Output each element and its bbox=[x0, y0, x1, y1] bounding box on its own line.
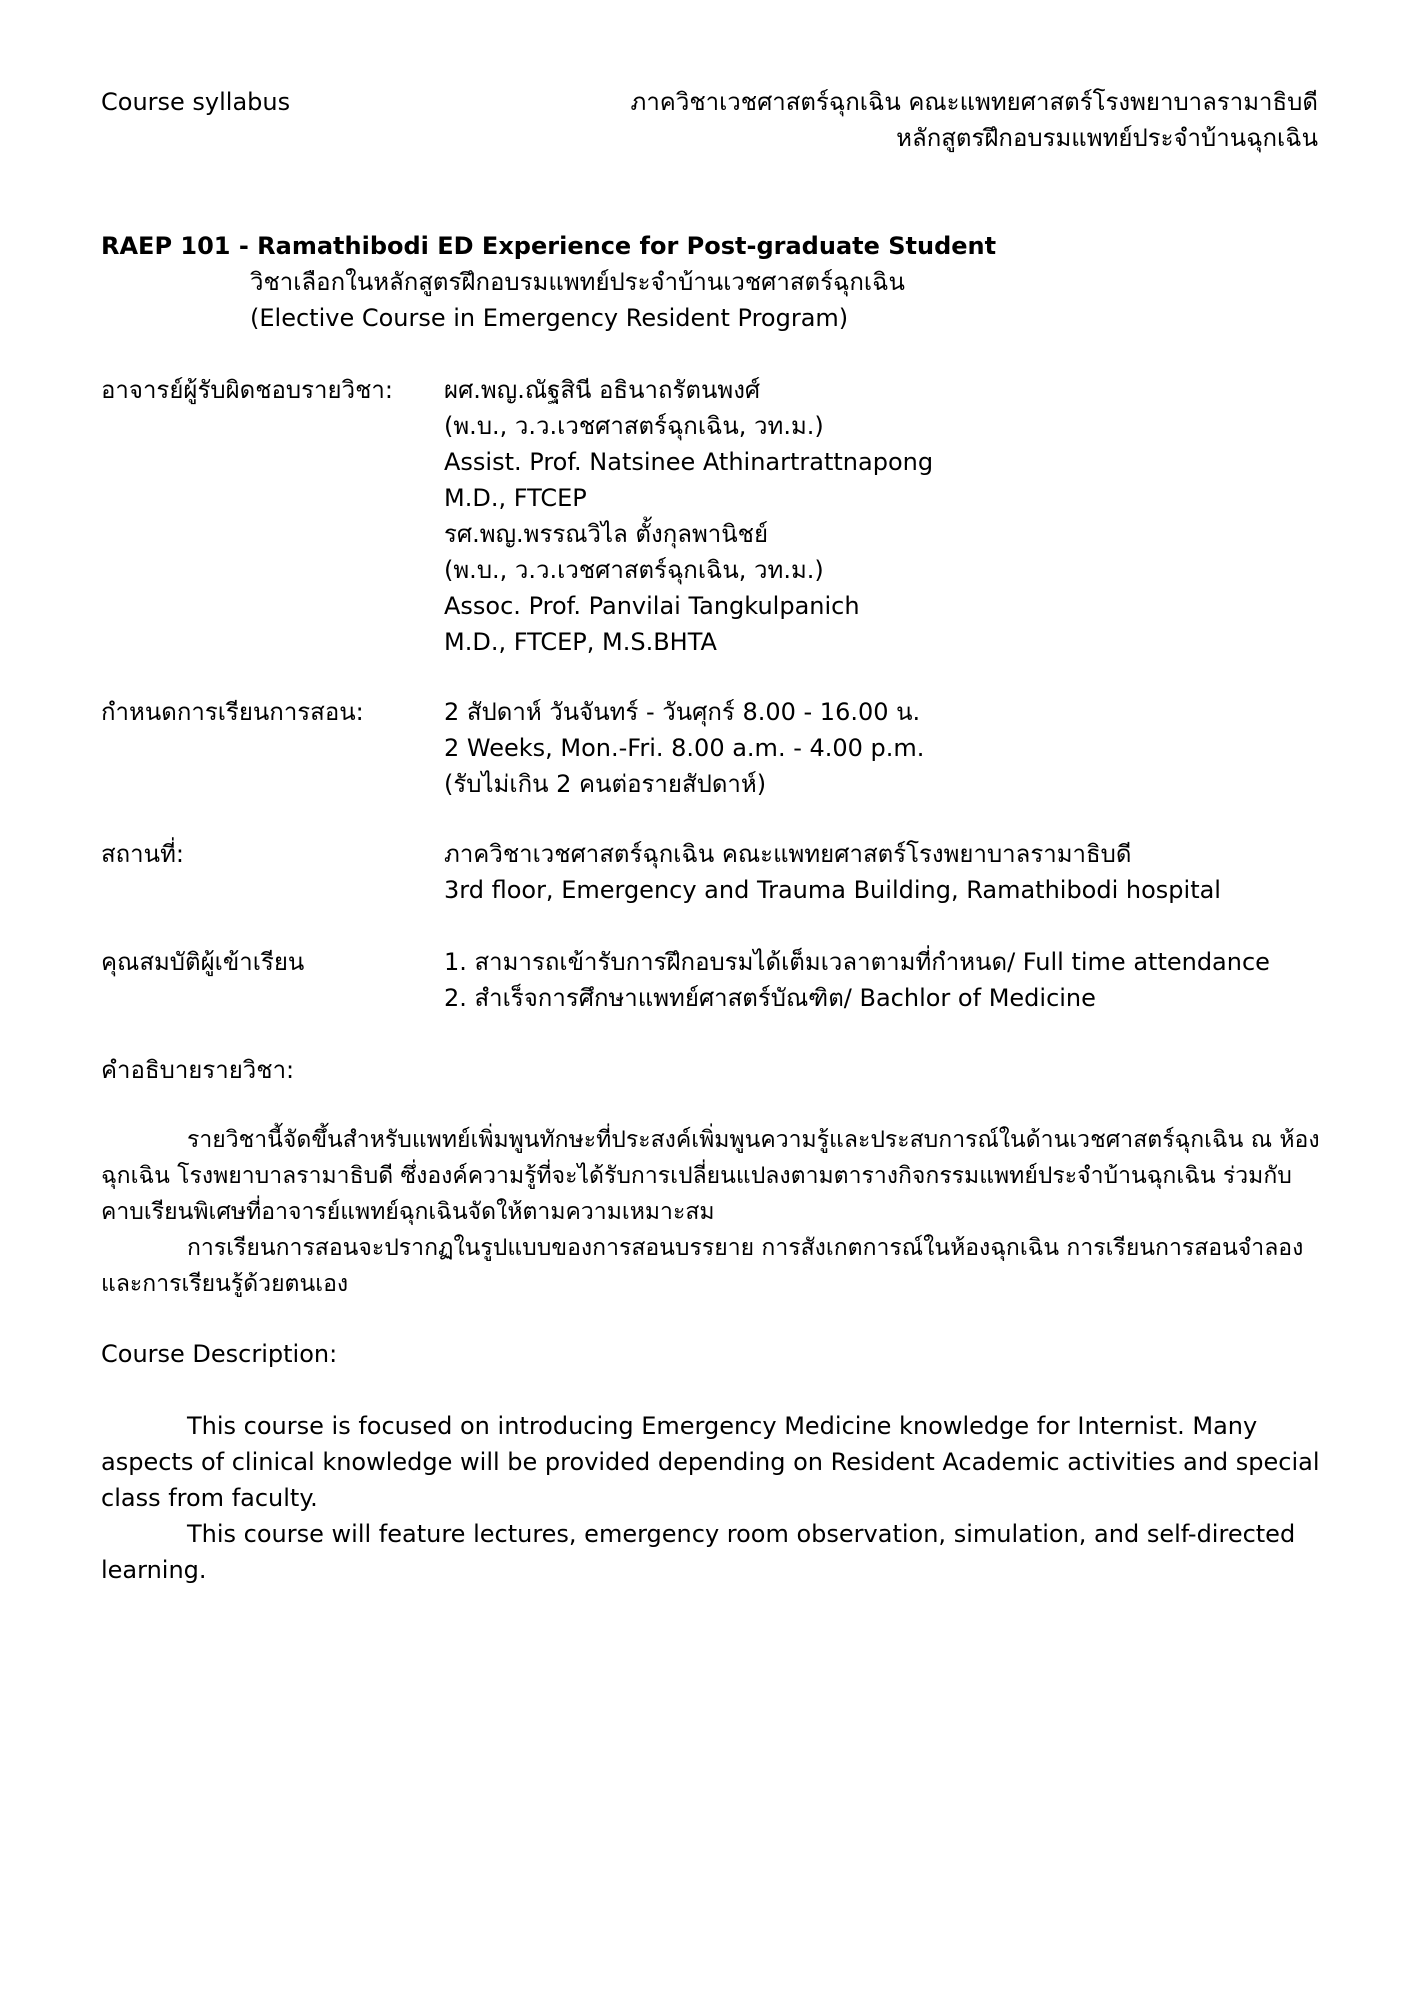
description-english-heading: Course Description: bbox=[101, 1340, 338, 1368]
instructors-label: อาจารย์ผู้รับผิดชอบรายวิชา: bbox=[101, 376, 393, 404]
header-doc-type: Course syllabus bbox=[101, 88, 291, 116]
qualifications-label: คุณสมบัติผู้เข้าเรียน bbox=[101, 948, 305, 976]
course-subtitle-english: (Elective Course in Emergency Resident Program) bbox=[250, 304, 849, 332]
instructor-line: รศ.พญ.พรรณวิไล ตั้งกุลพานิชย์ bbox=[444, 520, 768, 548]
qualification-line: 1. สามารถเข้ารับการฝึกอบรมได้เต็มเวลาตามที่กำหนด/ Full time attendance bbox=[444, 948, 1270, 976]
location-label: สถานที่: bbox=[101, 840, 184, 868]
location-line: 3rd floor, Emergency and Trauma Building, Ramathibodi hospital bbox=[444, 876, 1221, 904]
description-thai-heading: คำอธิบายรายวิชา: bbox=[101, 1056, 295, 1084]
schedule-line: (รับไม่เกิน 2 คนต่อรายสัปดาห์) bbox=[444, 770, 767, 798]
schedule-line: 2 Weeks, Mon.-Fri. 8.00 a.m. - 4.00 p.m. bbox=[444, 734, 925, 762]
description-thai-paragraph: การเรียนการสอนจะปรากฏในรูปแบบของการสอนบรรยาย การสังเกตการณ์ในห้องฉุกเฉิน การเรียนการสอนจำลอง และการเรียนรู้ด้วยตนเอง bbox=[101, 1235, 1304, 1297]
instructor-line: (พ.บ., ว.ว.เวชศาสตร์ฉุกเฉิน, วท.ม.) bbox=[444, 412, 824, 440]
location-line: ภาควิชาเวชศาสตร์ฉุกเฉิน คณะแพทยศาสตร์โรงพยาบาลรามาธิบดี bbox=[444, 840, 1132, 868]
description-thai-paragraph: รายวิชานี้จัดขึ้นสำหรับแพทย์เพิ่มพูนทักษะที่ประสงค์เพิ่มพูนความรู้และประสบการณ์ในด้านเวชศาสตร์ฉุกเฉิน ณ ห้องฉุกเฉิน โรงพยาบาลรามาธิบดี ซึ่งองค์ความรู้ที่จะได้รับการเปลี่ยนแปลงตามตารางกิจกรรมแพทย์ประจำบ้านฉุกเฉิน ร่วมกับคาบเรียนพิเศษที่อาจารย์แพทย์ฉุกเฉินจัดให้ตามความเหมาะสม bbox=[101, 1127, 1320, 1225]
instructor-line: Assoc. Prof. Panvilai Tangkulpanich bbox=[444, 592, 860, 620]
description-thai-body bbox=[101, 1122, 1333, 1302]
course-title: RAEP 101 - Ramathibodi ED Experience for Post-graduate Student bbox=[101, 232, 997, 260]
course-subtitle-thai: วิชาเลือกในหลักสูตรฝึกอบรมแพทย์ประจำบ้านเวชศาสตร์ฉุกเฉิน bbox=[250, 268, 905, 296]
schedule-label: กำหนดการเรียนการสอน: bbox=[101, 698, 364, 726]
qualification-line: 2. สำเร็จการศึกษาแพทย์ศาสตร์บัณฑิต/ Bachlor of Medicine bbox=[444, 984, 1096, 1012]
schedule-line: 2 สัปดาห์ วันจันทร์ - วันศุกร์ 8.00 - 16.00 น. bbox=[444, 698, 921, 726]
header-department: ภาควิชาเวชศาสตร์ฉุกเฉิน คณะแพทยศาสตร์โรงพยาบาลรามาธิบดี bbox=[630, 88, 1318, 116]
header-program: หลักสูตรฝึกอบรมแพทย์ประจำบ้านฉุกเฉิน bbox=[896, 124, 1318, 152]
description-english-body bbox=[101, 1408, 1321, 1588]
instructor-line: M.D., FTCEP bbox=[444, 484, 587, 512]
instructor-line: Assist. Prof. Natsinee Athinartrattnapong bbox=[444, 448, 934, 476]
instructor-line: ผศ.พญ.ณัฐสินี อธินาถรัตนพงศ์ bbox=[444, 376, 761, 404]
instructor-line: M.D., FTCEP, M.S.BHTA bbox=[444, 628, 717, 656]
description-english-paragraph: This course is focused on introducing Emergency Medicine knowledge for Internist. Many aspects of clinical knowledge will be provided depending on Resident Academic activities and special class from faculty. bbox=[101, 1412, 1320, 1512]
instructor-line: (พ.บ., ว.ว.เวชศาสตร์ฉุกเฉิน, วท.ม.) bbox=[444, 556, 824, 584]
description-english-paragraph: This course will feature lectures, emergency room observation, simulation, and self-directed learning. bbox=[101, 1520, 1296, 1584]
